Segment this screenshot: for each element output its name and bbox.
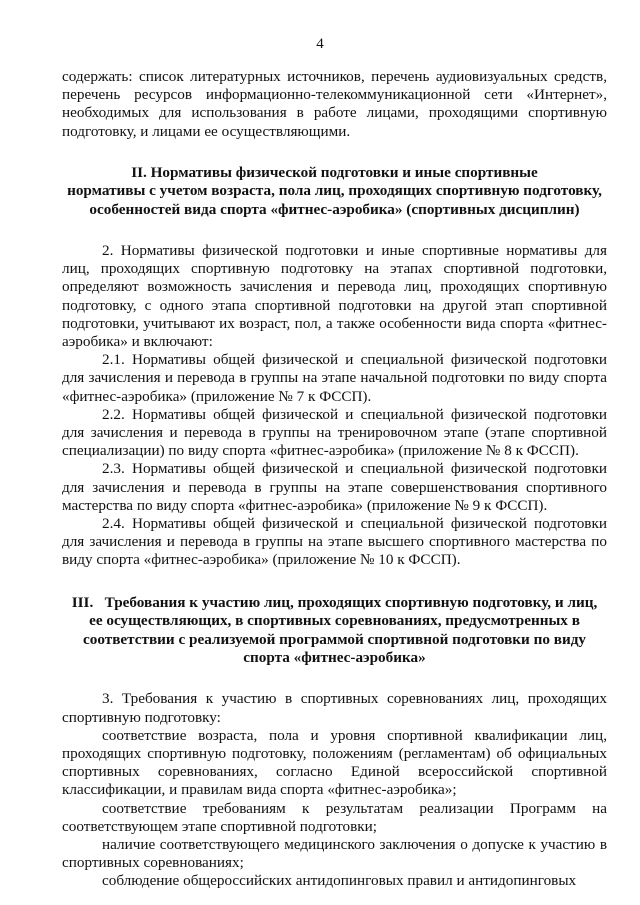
section-2-heading [62,164,607,219]
paragraph-2-3: 2.3. Нормативы общей физической и специальной физической подготовки для зачисления и перевода в группы на этапе совершенствования спортивного мастерства по виду спорта «фитнес-аэробика» (приложение № 9 к ФССП). [62,460,607,514]
requirement-program-results: соответствие требованиям к результатам реализации Программ на соответствующем этапе спортивной подготовки; [62,799,607,835]
paragraph-2: 2. Нормативы физической подготовки и иные спортивные нормативы для лиц, проходящих спортивную подготовку на этапах спортивной подготовки, определяют возможность зачисления и перевода лиц, проходящих спортивную подготовку, с одного этапа спортивной подготовки на другой этап спортивной подготовки, учитывают их возраст, пол, а также особенности вида спорта «фитнес-аэробика» и включают: [62,242,607,351]
requirement-age-sex-qualification: соответствие возраста, пола и уровня спортивной квалификации лиц, проходящих спортивную подготовку, положениям (регламентам) об официальных спортивных соревнованиях, согласно Единой всероссийской спортивной классификации, и правилам вида спорта «фитнес-аэробика»; [62,726,607,799]
intro-paragraph: содержать: список литературных источников, перечень аудиовизуальных средств, перечень ресурсов информационно-телекоммуникационной сети «Интернет», необходимых для использования в работе лицами, проходящими спортивную подготовку, и лицами ее осуществляющими. [62,68,607,140]
paragraph-3: 3. Требования к участию в спортивных соревнованиях лиц, проходящих спортивную подготовку: [62,690,607,726]
section-2-heading-line: особенностей вида спорта «фитнес-аэробика» (спортивных дисциплин) [89,200,580,218]
section-3-heading [62,594,607,668]
requirement-antidoping-rules: соблюдение общероссийских антидопинговых правил и антидопинговых [102,872,577,890]
section-2-heading-line: II. Нормативы физической подготовки и иные спортивные [131,163,538,181]
section-3-heading-line: соответствии с реализуемой программой спортивной подготовки по виду [83,630,586,648]
paragraph-2-4: 2.4. Нормативы общей физической и специальной физической подготовки для зачисления и перевода в группы на этапе высшего спортивного мастерства по виду спорта «фитнес-аэробика» (приложение № 10 к ФССП). [62,515,607,569]
section-3-heading-line: спорта «фитнес-аэробика» [243,648,426,666]
section-3-heading-line: III. Требования к участию лиц, проходящих спортивную подготовку, и лиц, [71,593,598,611]
document-body [62,68,607,891]
section-3-heading-line: ее осуществляющих, в спортивных соревнованиях, предусмотренных в [89,612,580,630]
section-2-heading-line: нормативы с учетом возраста, пола лиц, проходящих спортивную подготовку, [67,182,602,200]
section-2-body [62,242,607,570]
page-number: 4 [316,36,324,52]
paragraph-2-2: 2.2. Нормативы общей физической и специальной физической подготовки для зачисления и перевода в группы на тренировочном этапе (этапе спортивной специализации) по виду спорта «фитнес-аэробика» (приложение № 8 к ФССП). [62,405,607,460]
section-3-body [62,690,607,890]
requirement-medical-certificate: наличие соответствующего медицинского заключения о допуске к участию в спортивных соревнованиях; [62,835,607,872]
paragraph-2-1: 2.1. Нормативы общей физической и специальной физической подготовки для зачисления и перевода в группы на этапе начальной подготовки по виду спорта «фитнес-аэробика» (приложение № 7 к ФССП). [62,351,607,405]
